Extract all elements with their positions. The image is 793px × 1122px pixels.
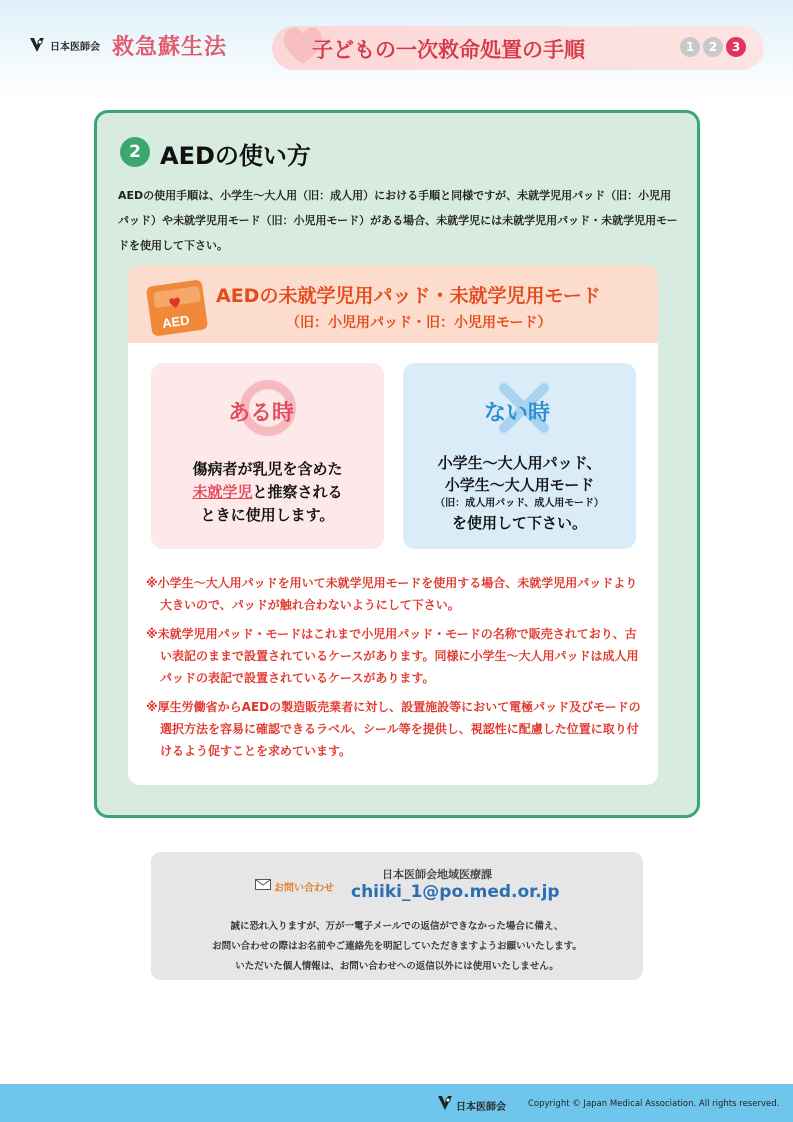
note-item: ※小学生～大人用パッドを用いて未就学児用モードを使用する場合、未就学児用パッドより大きいので、パッドが触れ合わないようにして下さい。 [146, 576, 638, 612]
jma-logo-icon [436, 1094, 454, 1112]
note-item: ※厚生労働省からAEDの製造販売業者に対し、設置施設等において電極パッド及びモードの選択方法を容易に確認できるラベル、シール等を提供し、視認性に配慮した位置に取り付けるよう促すことを求めています。 [146, 700, 641, 758]
step-1[interactable]: 1 [680, 37, 700, 57]
when-absent-line-3: を使用して下さい。 [451, 514, 587, 532]
contact-note-line: いただいた個人情報は、お問い合わせへの返信以外には使用いたしません。 [235, 961, 559, 972]
note-item: ※未就学児用パッド・モードはこれまで小児用パッド・モードの名称で販売されており、古い表記のままで設置されているケースがあります。同様に小学生～大人用パッドは成人用パッドの表記で設置されているケースがあります。 [146, 627, 639, 685]
step-3-current[interactable]: 3 [726, 37, 746, 57]
contact-note-line: 誠に恐れ入りますが、万が一電子メールでの返信ができなかった場合に備え、 [230, 921, 564, 932]
when-present-text [151, 458, 384, 527]
when-absent-line-1: 小学生～大人用パッド、 [437, 454, 602, 472]
when-present-label: ある時 [228, 401, 295, 426]
jma-logo-icon [28, 36, 46, 54]
header-org-name: 日本医師会 [50, 41, 100, 53]
contact-label: お問い合わせ [274, 883, 334, 894]
section-number-badge: 2 [120, 137, 150, 167]
contact-note-line: お問い合わせの際はお名前やご連絡先を明記していただきますようお願いいたします。 [212, 941, 582, 952]
section-title: AEDの使い方 [160, 142, 311, 170]
preschool-emphasis: 未就学児 [192, 483, 253, 501]
when-present-line-2-rest: と推察される [252, 483, 343, 501]
footer-copyright: Copyright © Japan Medical Association. All rights reserved. [528, 1099, 780, 1109]
contact-email-link[interactable]: chiiki_1@po.med.or.jp [351, 882, 560, 902]
when-present-line-2 [151, 481, 384, 504]
contact-notes [151, 917, 643, 977]
when-absent-text [403, 452, 636, 534]
footer-org-name: 日本医師会 [456, 1102, 506, 1113]
step-2[interactable]: 2 [703, 37, 723, 57]
contact-department: 日本医師会地域医療課 [382, 868, 492, 881]
when-absent-label: ない時 [484, 401, 551, 426]
aed-device-icon [146, 275, 208, 337]
header-logo [28, 36, 100, 54]
header-title: 子どもの一次救命処置の手順 [312, 38, 585, 62]
section-intro: AEDの使用手順は、小学生～大人用（旧：成人用）における手順と同様ですが、未就学児用パッド（旧：小児用パッド）や未就学児用モード（旧：小児用モード）がある場合、未就学児には未就学児用パッド・未就学児用モードを使用して下さい。 [118, 189, 678, 252]
panel-subtitle: （旧：小児用パッド・旧：小児用モード） [286, 315, 552, 331]
notes-list [146, 572, 646, 769]
header-brand: 救急蘇生法 [112, 35, 228, 60]
aed-icon-label: AED [161, 312, 191, 332]
when-present-line-3: ときに使用します。 [200, 506, 335, 524]
panel-title: AEDの未就学児用パッド・未就学児用モード [216, 285, 601, 307]
when-absent-line-2: 小学生～大人用モード [444, 476, 595, 494]
when-absent-old-name-note: （旧：成人用パッド、成人用モード） [435, 498, 604, 509]
mail-icon [255, 879, 271, 890]
step-indicator [680, 37, 746, 57]
when-present-line-1: 傷病者が乳児を含めた [192, 460, 343, 478]
